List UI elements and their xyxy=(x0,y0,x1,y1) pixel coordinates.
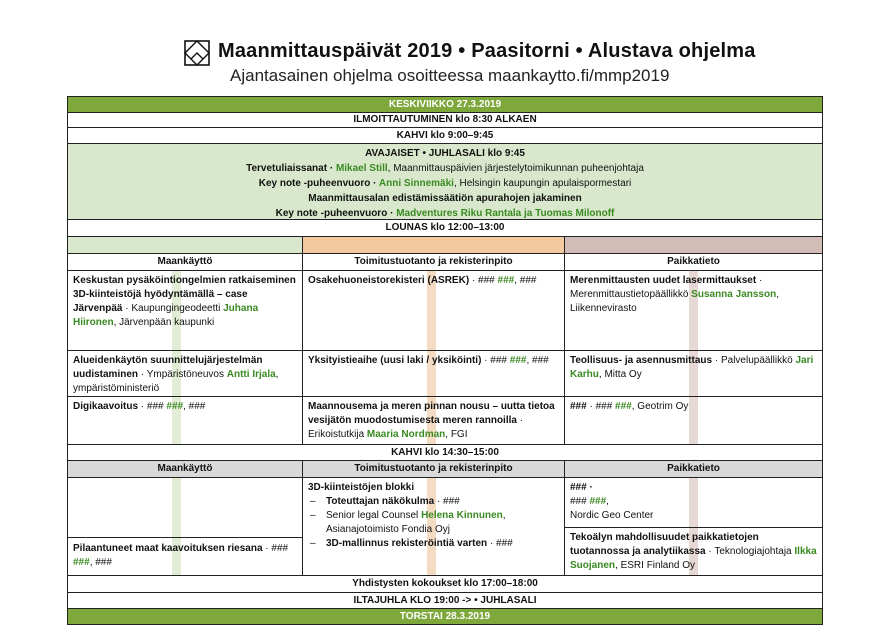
session-cell: ### · ### ###, Nordic Geo Center Tekoälyn mahdollisuudet paikkatietojen tuotannossa ja analytiikassa · Teknologiajohtaja Ilkka Suojanen, ESRI Finland Oy xyxy=(565,478,822,575)
speaker-name: Juhana Hiironen xyxy=(73,303,259,328)
track-header-maankaytto: Maankäyttö xyxy=(68,254,303,270)
speaker-name: Helena Kinnunen xyxy=(421,510,503,521)
session-row-3 xyxy=(67,397,823,445)
session-cell: Digikaavoitus · ### ###, ### xyxy=(68,397,303,444)
track-header-toimitus: Toimitustuotanto ja rekisterinpito xyxy=(303,461,565,477)
list-item: – 3D-mallinnus rekisteröintiä varten · ### xyxy=(308,537,559,551)
session-row-4 xyxy=(67,478,823,576)
speaker-name: Anni Sinnemäki xyxy=(378,178,454,189)
track-header-paikkatieto: Paikkatieto xyxy=(667,463,720,474)
track-headers xyxy=(67,254,823,271)
opening-line-4: Key note -puheenvuoro · Madventures Riku Rantala ja Tuomas Milonoff xyxy=(275,208,615,219)
session-cell: Pilaantuneet maat kaavoituksen riesana · ### ###, ### xyxy=(68,478,303,575)
session-cell: Osakehuoneistorekisteri (ASREK) · ### ###, ### xyxy=(303,271,565,350)
speaker-name: Maaria Nordman xyxy=(366,429,446,440)
evening-party-row: ILTAJUHLA KLO 19:00 -> • JUHLASALI xyxy=(67,593,823,609)
block-title: 3D-kiinteistöjen blokki xyxy=(308,482,415,493)
session-row-2 xyxy=(67,351,823,397)
page-header xyxy=(0,0,892,92)
session-row-1 xyxy=(67,271,823,351)
track-color-bars xyxy=(67,237,823,254)
opening-session xyxy=(67,144,823,220)
list-item: – Senior legal Counsel Helena Kinnunen, Asianajotoimisto Fondia Oyj xyxy=(308,509,559,537)
registration-row: ILMOITTAUTUMINEN klo 8:30 ALKAEN xyxy=(67,113,823,128)
speaker-name: ### xyxy=(166,401,184,412)
track-header-maankaytto: Maankäyttö xyxy=(68,461,303,477)
speaker-name: Madventures Riku Rantala ja Tuomas Milonoff xyxy=(396,208,615,219)
block-list xyxy=(308,495,559,551)
speaker-name: ### xyxy=(73,557,90,568)
session-cell: Alueidenkäytön suunnittelujärjestelmän uudistaminen · Ympäristöneuvos Antti Irjala, ympäristöministeriö xyxy=(68,351,303,396)
session-cell xyxy=(303,478,565,575)
page-subtitle: Ajantasainen ohjelma osoitteessa maankaytto.fi/mmp2019 xyxy=(230,66,670,85)
speaker-name: ### xyxy=(509,355,527,366)
track-headers xyxy=(67,461,823,478)
session-cell: Yksityistieaihe (uusi laki / yksiköinti) · ### ###, ### xyxy=(303,351,565,396)
speaker-name: Antti Irjala xyxy=(226,369,276,380)
page-title: Maanmittauspäivät 2019 • Paasitorni • Alustava ohjelma xyxy=(218,40,756,62)
session-cell: ### · ### ###, Geotrim Oy xyxy=(565,397,822,444)
opening-line-1: Tervetuliaissanat · Mikael Still, Maanmittauspäivien järjestelytoimikunnan puheenjohtaja xyxy=(246,163,644,174)
track-color-maankaytto xyxy=(68,237,303,253)
session-cell: Teollisuus- ja asennusmittaus · Palvelupäällikkö Jari Karhu, Mitta Oy xyxy=(565,351,822,396)
maanmittauspaivat-logo-icon xyxy=(184,40,210,66)
associations-row: Yhdistysten kokoukset klo 17:00–18:00 xyxy=(67,576,823,593)
day-header-thursday: TORSTAI 28.3.2019 xyxy=(67,609,823,625)
list-item: – Toteuttajan näkökulma · ### xyxy=(308,495,559,509)
track-header-paikkatieto: Paikkatieto xyxy=(667,256,720,267)
lunch-row: LOUNAS klo 12:00–13:00 xyxy=(67,220,823,237)
session-cell: Merenmittausten uudet lasermittaukset · Merenmittaustietopäällikkö Susanna Jansson, Liikennevirasto xyxy=(565,271,822,350)
track-header-toimitus: Toimitustuotanto ja rekisterinpito xyxy=(303,254,565,270)
opening-title: AVAJAISET • JUHLASALI klo 9:45 xyxy=(365,148,525,159)
coffee-row: KAHVI klo 14:30–15:00 xyxy=(67,445,823,461)
track-color-paikkatieto xyxy=(565,237,822,253)
coffee-row: KAHVI klo 9:00–9:45 xyxy=(67,128,823,144)
speaker-name: Jari Karhu xyxy=(570,355,814,380)
opening-line-2: Key note -puheenvuoro · Anni Sinnemäki, Helsingin kaupungin apulaispormestari xyxy=(258,178,632,189)
session-cell: Maannousema ja meren pinnan nousu – uutta tietoa vesijätön muodostumisesta meren rannoilla · Erikoistutkija Maaria Nordman, FGI xyxy=(303,397,565,444)
day-header-wednesday: KESKIVIIKKO 27.3.2019 xyxy=(67,96,823,113)
opening-line-3: Maanmittausalan edistämissäätiön apurahojen jakaminen xyxy=(308,193,582,204)
program-table xyxy=(67,96,823,625)
speaker-name: ### xyxy=(615,401,632,412)
speaker-name: Mikael Still xyxy=(335,163,388,174)
speaker-name: Ilkka Suojanen xyxy=(570,546,817,571)
track-color-toimitus xyxy=(303,237,565,253)
session-cell: Keskustan pysäköintiongelmien ratkaiseminen 3D-kiinteistöjä hyödyntämällä – case Järvenpää · Kaupungingeodeetti Juhana Hiironen, Järvenpään kaupunki xyxy=(68,271,303,350)
speaker-name: Susanna Jansson xyxy=(691,289,777,300)
speaker-name: ### xyxy=(589,496,607,507)
speaker-name: ### xyxy=(497,275,515,286)
